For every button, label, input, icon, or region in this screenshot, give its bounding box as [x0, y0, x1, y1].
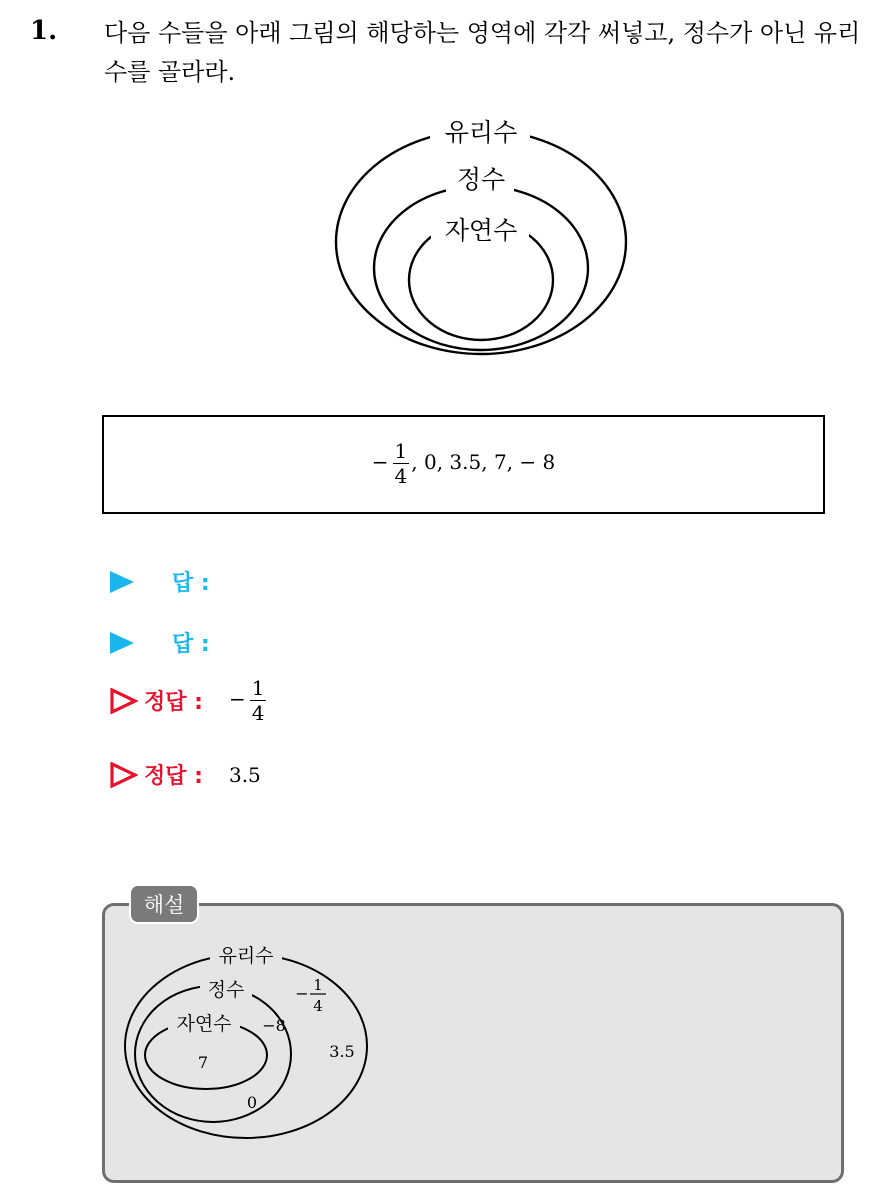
frac-sign: − [371, 450, 389, 474]
answer-arrow-icon [110, 632, 134, 654]
fraction-one-quarter [393, 439, 410, 488]
list-comma: , [411, 450, 418, 474]
exp-value-zero: 0 [246, 1093, 258, 1112]
fraction-one-quarter [250, 676, 267, 725]
exp-outer-label: 유리수 [218, 945, 274, 967]
venn-middle-set [374, 186, 588, 350]
venn-outer-label: 유리수 [444, 118, 518, 147]
fraction-numerator: 1 [251, 676, 265, 700]
correct-label: 정답 : [144, 764, 203, 789]
fraction-numerator: 1 [394, 439, 408, 463]
frac-sign: − [228, 687, 246, 711]
correct-label: 정답 : [144, 690, 203, 715]
answer-arrow-icon [110, 571, 134, 593]
correct-arrow-icon [110, 688, 138, 714]
question-text: 다음 수들을 아래 그림의 해당하는 영역에 각각 써넣고, 정수가 아닌 유리수를 골라라. [104, 19, 861, 86]
number-list [104, 439, 823, 488]
number-box [102, 415, 825, 514]
exp-inner-label: 자연수 [176, 1013, 232, 1035]
explanation-venn-diagram [118, 938, 378, 1148]
exp-frac-numerator: 1 [313, 976, 323, 994]
number-neg-eight: − 8 [519, 450, 556, 474]
exp-value-neg-int: −8 [262, 1016, 286, 1035]
answer-row-1 [110, 566, 210, 597]
correct-arrow-icon [110, 762, 138, 788]
venn-middle-label: 정수 [456, 165, 506, 194]
venn-inner-label: 자연수 [444, 216, 518, 245]
exp-frac-sign: − [295, 984, 309, 1003]
exp-frac-denominator: 4 [313, 997, 323, 1015]
answer-label: 답 : [172, 571, 210, 596]
number-zero: 0, [423, 450, 444, 474]
fraction-denominator: 4 [251, 701, 265, 725]
exp-value-natural: 7 [197, 1053, 209, 1072]
explanation-tab: 해설 [129, 884, 199, 924]
correct-value-2: 3.5 [228, 762, 261, 787]
exp-middle-label: 정수 [207, 979, 245, 1001]
venn-diagram [320, 108, 650, 378]
fraction-denominator: 4 [394, 464, 408, 488]
answer-label: 답 : [172, 632, 210, 657]
number-three-point-five: 3.5, [449, 450, 488, 474]
correct-row-2 [110, 759, 261, 790]
exp-value-decimal: 3.5 [329, 1042, 355, 1061]
correct-value-1 [229, 676, 269, 725]
question-number: 1. [30, 16, 58, 46]
answer-row-2 [110, 627, 210, 658]
correct-row-1 [110, 676, 268, 725]
number-seven: 7, [493, 450, 514, 474]
